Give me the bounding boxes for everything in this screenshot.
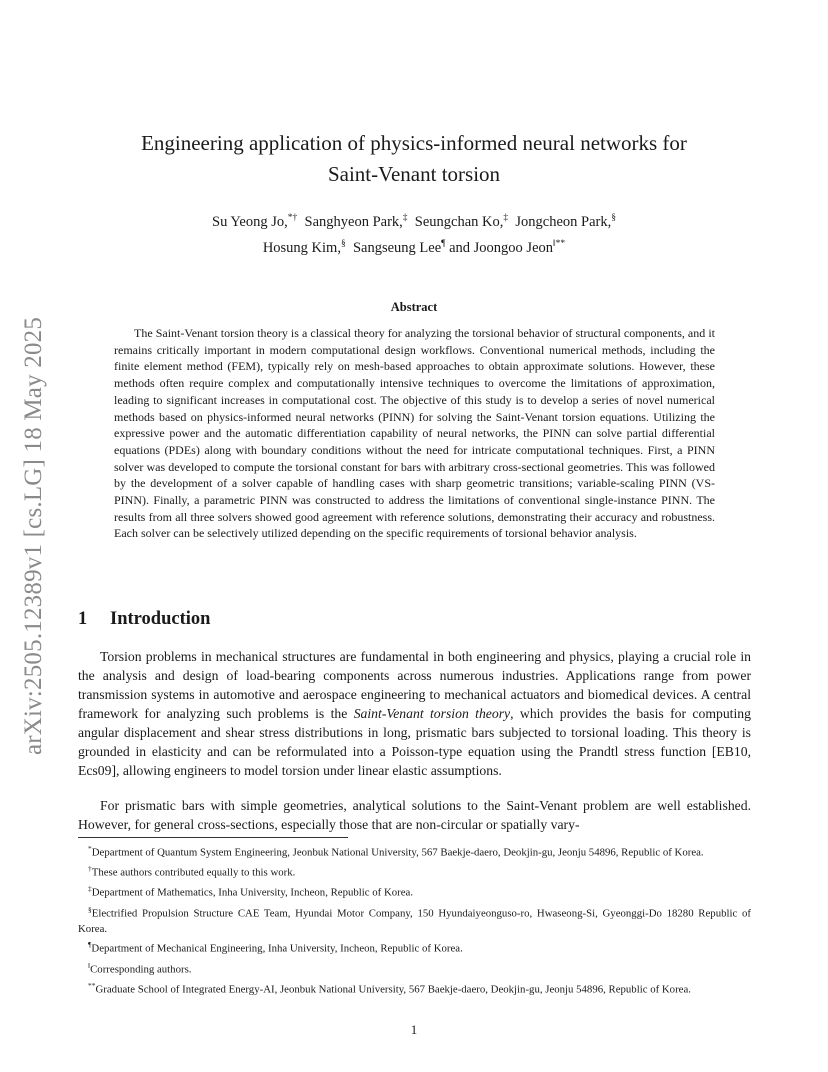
author-line (80, 233, 748, 259)
author: Seungchan Ko,‡ (414, 213, 509, 230)
author: Sangseung Lee¶ (352, 238, 446, 256)
footnote-mark: † (88, 864, 92, 874)
section-heading (78, 609, 210, 630)
footnote-mark: § (88, 904, 92, 914)
author: Sanghyeon Park,‡ (304, 213, 408, 230)
affiliation-mark: ‡ (402, 213, 408, 223)
affiliation-mark: *† (287, 213, 298, 223)
affiliation-mark: ‖** (553, 238, 566, 249)
affiliation-mark: ¶ (441, 238, 446, 249)
author-list (80, 207, 748, 259)
footnote: ‖Corresponding authors. (88, 960, 192, 976)
intro-paragraph-1: Torsion problems in mechanical structures are fundamental in both engineering and physics, playing a crucial role in the analysis and design of load-bearing components across numerous industries. Applications range from power transmission systems in automotive and aerospace engineering to mechanical actuators and biomedical devices. A central framework for analyzing such problems is the Saint-Venant torsion theory, which provides the basis for computing angular displacement and shear stress distributions in long, prismatic bars subjected to torsional loading. This theory is grounded in elasticity and can be reformulated into a Poisson-type equation using the Prandtl stress function [EB10, Ecs09], allowing engineers to model torsion under linear elastic assumptions. (78, 649, 751, 778)
author: and Joongoo Jeon‖** (449, 238, 566, 256)
author-line (80, 207, 748, 233)
section-title: Introduction (110, 609, 211, 629)
abstract-heading: Abstract (390, 300, 438, 314)
footnote-mark: ** (88, 980, 96, 990)
footnote-rule (78, 837, 348, 838)
footnote: **Graduate School of Integrated Energy-AI, Jeonbuk National University, 567 Baekje-daero, Deokjin-gu, Jeonju 54896, Republic of Korea. (88, 980, 691, 996)
intro-paragraph-2: For prismatic bars with simple geometries, analytical solutions to the Saint-Venant problem are well established. However, for general cross-sections, especially those that are non-circular or spatially vary- (78, 798, 751, 832)
affiliation-mark: § (611, 213, 616, 223)
footnote-mark: ‡ (88, 884, 92, 894)
footnote: *Department of Quantum System Engineering, Jeonbuk National University, 567 Baekje-daero, Deokjin-gu, Jeonju 54896, Republic of Korea. (88, 844, 704, 859)
abstract-text: The Saint-Venant torsion theory is a classical theory for analyzing the torsional behavior of structural components, and it remains critically important in modern computational design workflows. Conventional numerical methods, including the finite element method (FEM), typically rely on mesh-based approaches to obtain approximate solutions. However, these methods often require complex and computationally intensive techniques to overcome the limitations of approximation, leading to significant increases in computational cost. The objective of this study is to develop a series of novel numerical methods based on physics-informed neural networks (PINN) for solving the Saint-Venant torsion equations. Utilizing the expressive power and the automatic differentiation capability of neural networks, the PINN can solve partial differential equations (PDEs) along with boundary conditions without the need for intricate computational techniques. First, a PINN solver was developed to compute the torsional constant for bars with arbitrary cross-sectional geometries. This was followed by the development of a solver capable of handling cases with sharp geometric transitions; variable-scaling PINN (VS-PINN). Finally, a parametric PINN was constructed to address the limitations of conventional single-instance PINN. The results from all three solvers showed good agreement with reference solutions, demonstrating their accuracy and robustness. Each solver can be selectively utilized depending on the specific requirements of torsional behavior analysis. (114, 326, 715, 541)
paper-title (80, 128, 748, 190)
footnote: §Electrified Propulsion Structure CAE Team, Hyundai Motor Company, 150 Hyundaiyeonguso-ro, Hwaseong-Si, Gyeonggi-Do 18280 Republic of Korea. (78, 904, 751, 935)
author: Jongcheon Park,§ (515, 213, 616, 230)
arxiv-identifier-text: arXiv:2505.12389v1 [cs.LG] 18 May 2025 (20, 316, 47, 756)
footnote-mark: * (88, 844, 92, 853)
title-line: Engineering application of physics-informed neural networks for (141, 131, 687, 155)
author: Hosung Kim,§ (262, 238, 346, 256)
footnote: †These authors contributed equally to this work. (88, 864, 296, 879)
page-number: 1 (410, 1022, 418, 1037)
footnotes (78, 841, 751, 998)
author: Su Yeong Jo,*† (212, 213, 298, 230)
emphasized-term: Saint-Venant torsion theory (353, 706, 511, 721)
footnote-mark: ‖ (88, 960, 91, 970)
affiliation-mark: § (340, 238, 346, 249)
footnote-mark: ¶ (88, 940, 92, 950)
title-line: Saint-Venant torsion (327, 162, 501, 186)
footnote: ‡Department of Mathematics, Inha University, Incheon, Republic of Korea. (88, 884, 414, 899)
arxiv-identifier-stamp (14, 296, 54, 776)
affiliation-mark: ‡ (503, 213, 509, 223)
footnote: ¶Department of Mechanical Engineering, Inha University, Incheon, Republic of Korea. (88, 940, 463, 955)
section-number: 1 (78, 609, 88, 629)
